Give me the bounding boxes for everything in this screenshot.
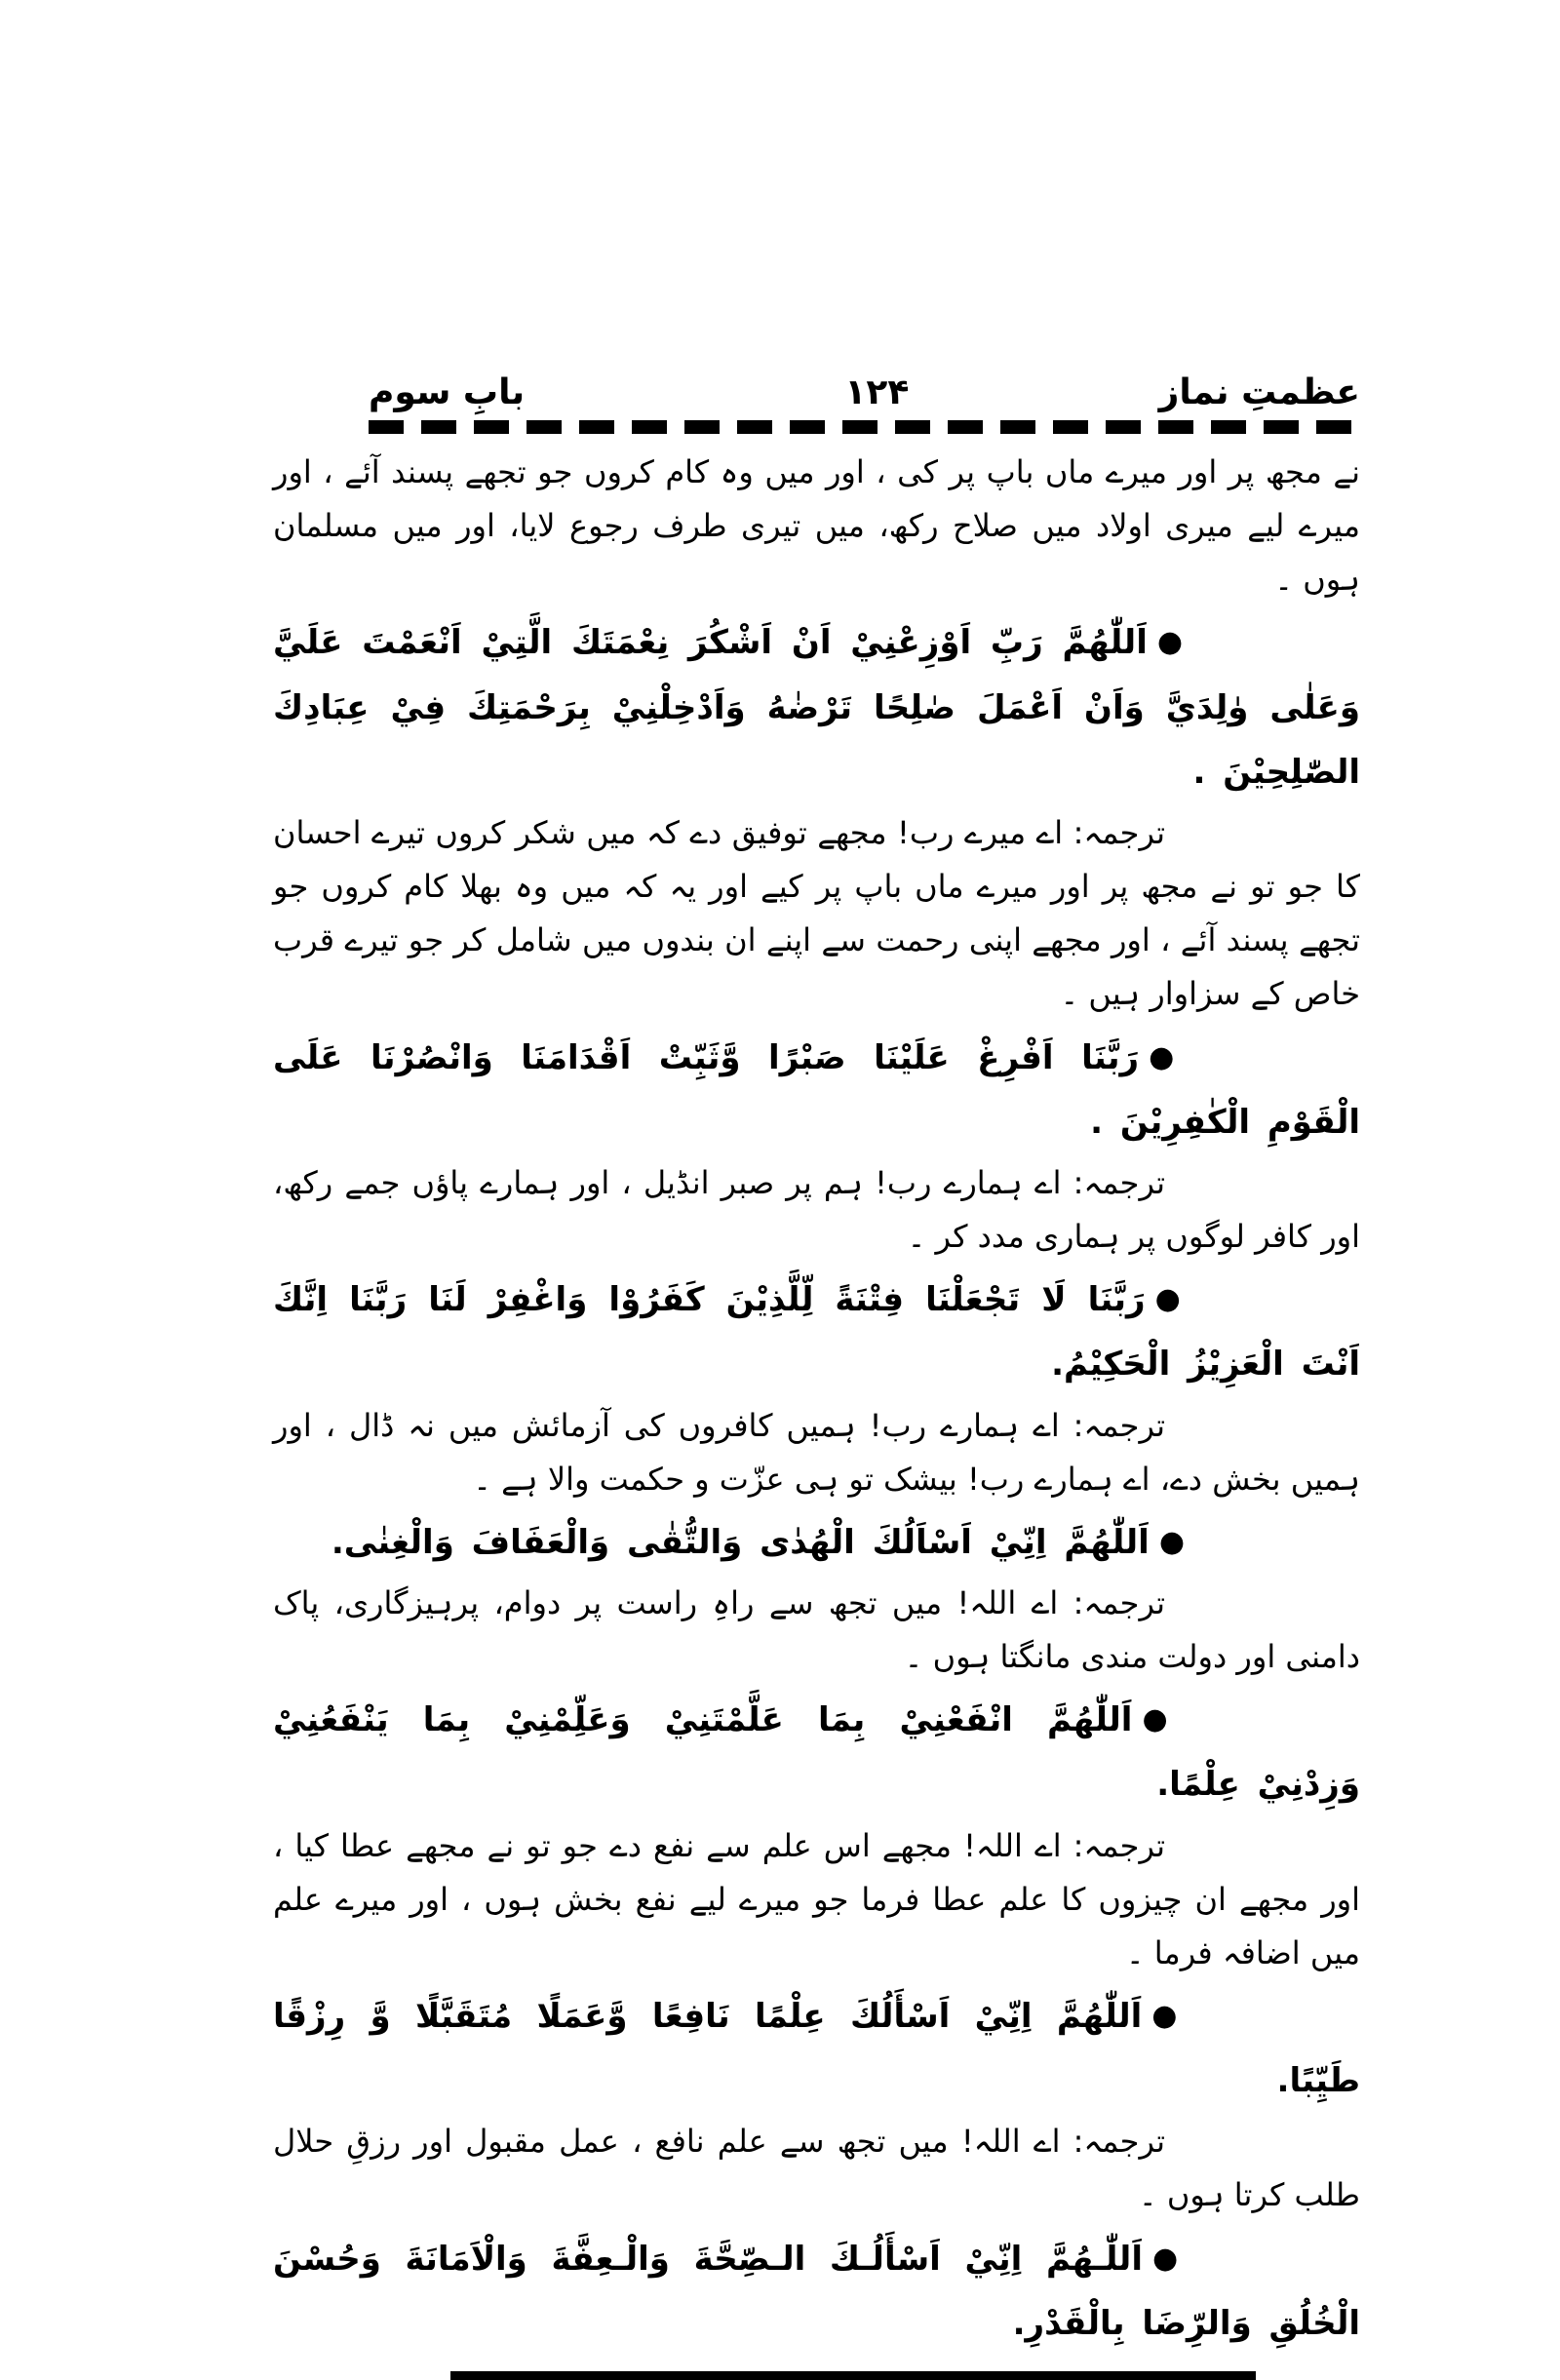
chapter-label: بابِ سوم: [369, 372, 526, 412]
dua-paragraph: [273, 1510, 1360, 1575]
dua-paragraph: [273, 1268, 1360, 1397]
dua-bullet-icon: ●: [1151, 2241, 1185, 2276]
translation-paragraph: ترجمہ: اے ہمارے رب! ہمیں کافروں کی آزمائش میں نہ ڈال ، اور ہمیں بخش دے، اے ہمارے رب! بیشک تو ہی عزّت و حکمت والا ہے ۔: [273, 1406, 1360, 1498]
translation-paragraph: ترجمہ: اے اللہ! میں تجھ سے علم نافع ، عمل مقبول اور رزقِ حلال طلب کرتا ہوں ۔: [273, 2123, 1360, 2214]
dua-arabic-text: اَللّٰـهُمَّ اِنِّيْ اَسْأَلُـكَ الـصِّحَّةَ وَالْـعِفَّةَ وَالْاَمَانَةَ وَحُسْنَ الْخُلُقِ وَالرِّضَا بِالْقَدْرِ.: [273, 2239, 1360, 2343]
dua-arabic-text: رَبَّنَا اَفْرِغْ عَلَيْنَا صَبْرًا وَّثَبِّتْ اَقْدَامَنَا وَانْصُرْنَا عَلَى الْقَوْمِ الْكٰفِرِيْنَ .: [273, 1037, 1360, 1142]
translation-paragraph: ترجمہ: اے ہمارے رب! ہم پر صبر انڈیل ، اور ہمارے پاؤں جمے رکھ، اور کافر لوگوں پر ہماری مدد کر ۔: [273, 1164, 1360, 1256]
body-paragraph: نے مجھ پر اور میرے ماں باپ پر کی ، اور میں وہ کام کروں جو تجھے پسند آئے ، اور میرے لیے میری اولاد میں صلاح رکھ، میں تیری طرف رجوع لایا، اور میں مسلمان ہوں ۔: [273, 453, 1360, 599]
page-number: ۱۲۴: [844, 372, 910, 412]
page-content-column: [273, 372, 1360, 2380]
dua-bullet-icon: ●: [1142, 1702, 1185, 1737]
dua-arabic-text: اَللّٰهُمَّ انْفَعْنِيْ بِمَا عَلَّمْتَنِيْ وَعَلِّمْنِيْ بِمَا يَنْفَعُنِيْ وَزِدْنِيْ عِلْمًا.: [273, 1700, 1360, 1805]
page-header: [273, 372, 1360, 412]
dua-bullet-icon: ●: [1154, 1282, 1185, 1317]
dua-paragraph: [273, 2227, 1360, 2357]
text-body: [273, 446, 1360, 2356]
dua-bullet-icon: ●: [1158, 1524, 1185, 1559]
translation-paragraph: ترجمہ: اے اللہ! مجھے اس علم سے نفع دے جو تو نے مجھے عطا کیا ، اور مجھے ان چیزوں کا علم عطا فرما جو میرے لیے نفع بخش ہوں ، اور میرے علم میں اضافہ فرما ۔: [273, 1826, 1360, 1971]
dua-bullet-icon: ●: [1149, 1039, 1185, 1074]
dua-paragraph: [273, 1688, 1360, 1817]
dua-bullet-icon: ●: [1151, 1998, 1185, 2033]
dua-arabic-text: اَللّٰهُمَّ اِنِّيْ اَسْاَلُكَ الْهُدٰى وَالتُّقٰى وَالْعَفَافَ وَالْغِنٰى.: [331, 1522, 1150, 1562]
footer-rule: [450, 2371, 1256, 2380]
translation-paragraph: ترجمہ: اے اللہ! میں تجھ سے راہِ راست پر دوام، پرہیزگاری، پاک دامنی اور دولت مندی مانگتا ہوں ۔: [273, 1584, 1360, 1676]
dua-arabic-text: اَللّٰهُمَّ اِنِّيْ اَسْأَلُكَ عِلْمًا نَافِعًا وَّعَمَلًا مُتَقَبَّلًا وَّ رِزْقًا طَيِّبًا.: [273, 1996, 1360, 2101]
header-dashed-divider: [369, 420, 1358, 434]
dua-paragraph: [273, 1026, 1360, 1155]
dua-arabic-text: رَبَّنَا لَا تَجْعَلْنَا فِتْنَةً لِّلَّذِيْنَ كَفَرُوْا وَاغْفِرْ لَنَا رَبَّنَا اِنَّكَ اَنْتَ الْعَزِيْزُ الْحَكِيْمُ.: [273, 1280, 1360, 1385]
dua-arabic-text: اَللّٰهُمَّ رَبِّ اَوْزِعْنِيْ اَنْ اَشْكُرَ نِعْمَتَكَ الَّتِيْ اَنْعَمْتَ عَلَيَّ وَعَلٰى وٰلِدَيَّ وَاَنْ اَعْمَلَ صٰلِحًا تَرْضٰهُ وَاَدْخِلْنِيْ بِرَحْمَتِكَ فِيْ عِبَادِكَ الصّٰلِحِيْنَ .: [273, 623, 1360, 793]
dua-paragraph: [273, 1984, 1360, 2114]
dua-paragraph: [273, 610, 1360, 804]
translation-paragraph: ترجمہ: اے میرے رب! مجھے توفیق دے کہ میں شکر کروں تیرے احسان کا جو تو نے مجھ پر اور میرے ماں باپ پر کیے اور یہ کہ میں وہ بھلا کام کروں جو تجھے پسند آئے ، اور مجھے اپنی رحمت سے اپنے ان بندوں میں شامل کر جو تیرے قرب خاص کے سزاوار ہیں ۔: [273, 814, 1360, 1013]
dua-bullet-icon: ●: [1156, 625, 1185, 660]
book-title: عظمتِ نماز: [1158, 372, 1360, 412]
